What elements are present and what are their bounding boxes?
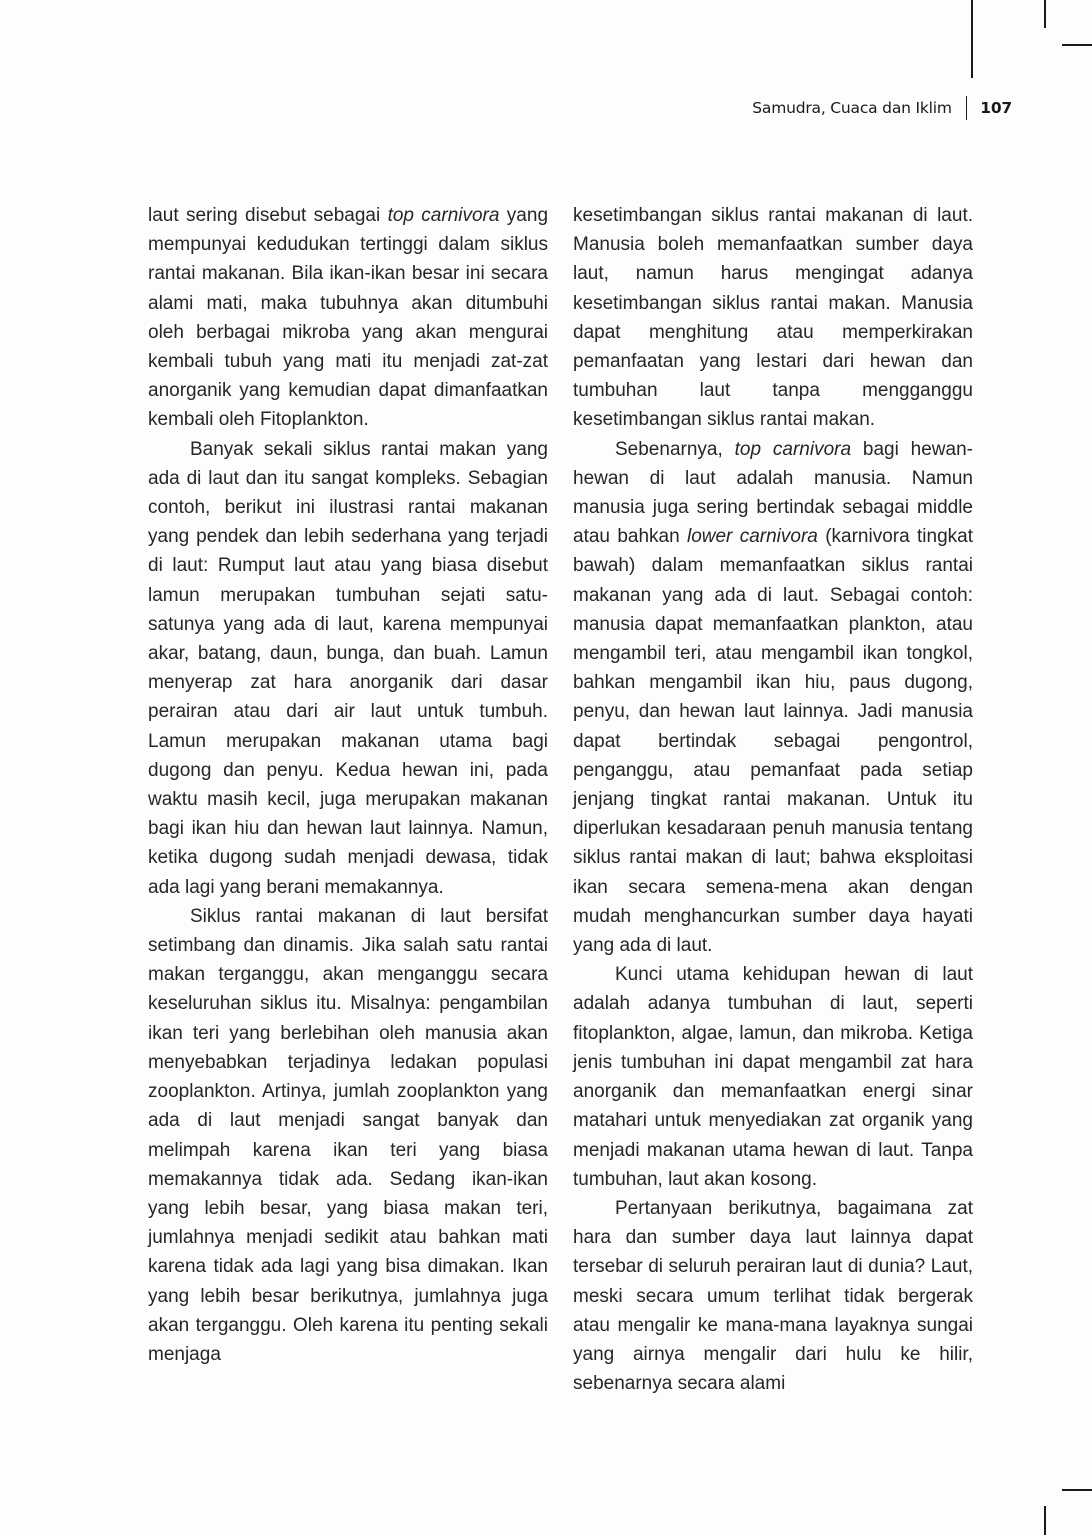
left-column (148, 201, 548, 1369)
paragraph: laut sering disebut sebagai top carnivora yang mempunyai kedudukan tertinggi dalam siklus rantai makanan. Bila ikan-ikan besar ini secara alami mati, maka tubuhnya akan ditumbuhi oleh berbagai mikroba yang akan mengurai kembali tubuh yang mati itu menjadi zat-zat anorganik yang kemudian dapat dimanfaatkan kembali oleh Fitoplankton. (148, 205, 549, 431)
paragraph: Kunci utama kehidupan hewan di laut adalah adanya tumbuhan di laut, seperti fitoplankton, algae, lamun, dan mikroba. Ketiga jenis tumbuhan ini dapat mengambil zat hara anorganik dan memanfaatkan energi sinar matahari untuk menyediakan zat organik yang menjadi makanan utama hewan di laut. Tanpa tumbuhan, laut akan kosong. (573, 964, 973, 1190)
italic-term: lower carnivora (686, 526, 818, 548)
paragraph: Sebenarnya, top carnivora bagi hewan-hewan di laut adalah manusia. Namun manusia juga sering bertindak sebagai middle atau bahkan lower carnivora (karnivora tingkat bawah) dalam memanfaatkan siklus rantai makanan yang ada di laut. Sebagai contoh: manusia dapat memanfaatkan plankton, atau mengambil teri, atau mengambil ikan tongkol, bahkan mengambil ikan hiu, paus dugong, penyu, dan hewan laut lainnya. Jadi manusia dapat bertindak sebagai pengontrol, penganggu, atau pemanfaat pada setiap jenjang tingkat rantai makanan. Untuk itu diperlukan kesadaraan penuh manusia tentang siklus rantai makan di laut; bahwa eksploitasi ikan secara semena-mena akan dengan mudah menghancurkan sumber daya hayati yang ada di laut. (573, 438, 973, 957)
crop-mark-bottom-short (1044, 1506, 1046, 1535)
paragraph: Siklus rantai makanan di laut bersifat setimbang dan dinamis. Jika salah satu rantai makan terganggu, akan menganggu secara keseluruhan siklus itu. Misalnya: pengambilan ikan teri yang berlebihan oleh manusia akan menyebabkan terjadinya ledakan populasi zooplankton. Artinya, jumlah zooplankton yang ada di laut menjadi sangat banyak dan melimpah karena ikan teri yang biasa memakannya tidak ada. Sedang ikan-ikan yang lebih besar, yang biasa makan teri, jumlahnya menjadi sedikit atau bahkan mati karena tidak ada lagi yang bisa dimakan. Ikan yang lebih besar berikutnya, jumlahnya juga akan terganggu. Oleh karena itu penting sekali menjaga (148, 905, 548, 1365)
crop-mark-top-short (1044, 0, 1046, 28)
crop-mark-top-horizontal (1062, 44, 1092, 46)
running-header (752, 96, 1012, 120)
paragraph: Pertanyaan berikutnya, bagaimana zat hara dan sumber daya laut lainnya dapat tersebar di seluruh perairan laut di dunia? Laut, meski secara umum terlihat tidak bergerak atau mengalir ke mana-mana layaknya sungai yang airnya mengalir dari hulu ke hilir, sebenarnya secara alami (573, 1197, 973, 1395)
italic-term: top carnivora (734, 438, 852, 460)
right-column (573, 201, 973, 1398)
crop-mark-bottom-horizontal (1062, 1489, 1092, 1491)
italic-term: top carnivora (387, 205, 500, 226)
page-number: 107 (980, 99, 1012, 117)
running-title: Samudra, Cuaca dan Iklim (752, 99, 952, 117)
crop-mark-top-vertical (971, 0, 973, 78)
paragraph: kesetimbangan siklus rantai makanan di laut. Manusia boleh memanfaatkan sumber daya laut, namun harus mengingat adanya kesetimbangan siklus rantai makan. Manusia dapat menghitung atau memperkirakan pemanfaatan yang lestari dari hewan dan tumbuhan laut tanpa mengganggu kesetimbangan siklus rantai makan. (573, 205, 973, 431)
paragraph: Banyak sekali siklus rantai makan yang ada di laut dan itu sangat kompleks. Sebagian contoh, berikut ini ilustrasi rantai makanan yang pendek dan lebih sederhana yang terjadi di laut: Rumput laut atau yang biasa disebut lamun merupakan tumbuhan sejati satu-satunya yang ada di laut, karena mempunyai akar, batang, daun, bunga, dan buah. Lamun menyerap zat hara anorganik dari dasar perairan atau dari air laut untuk tumbuh. Lamun merupakan makanan utama bagi dugong dan penyu. Kedua hewan ini, pada waktu masih kecil, juga merupakan makanan bagi ikan hiu dan hewan laut lainnya. Namun, ketika dugong sudah menjadi dewasa, tidak ada lagi yang berani memakannya. (148, 438, 548, 898)
header-divider (966, 96, 968, 120)
